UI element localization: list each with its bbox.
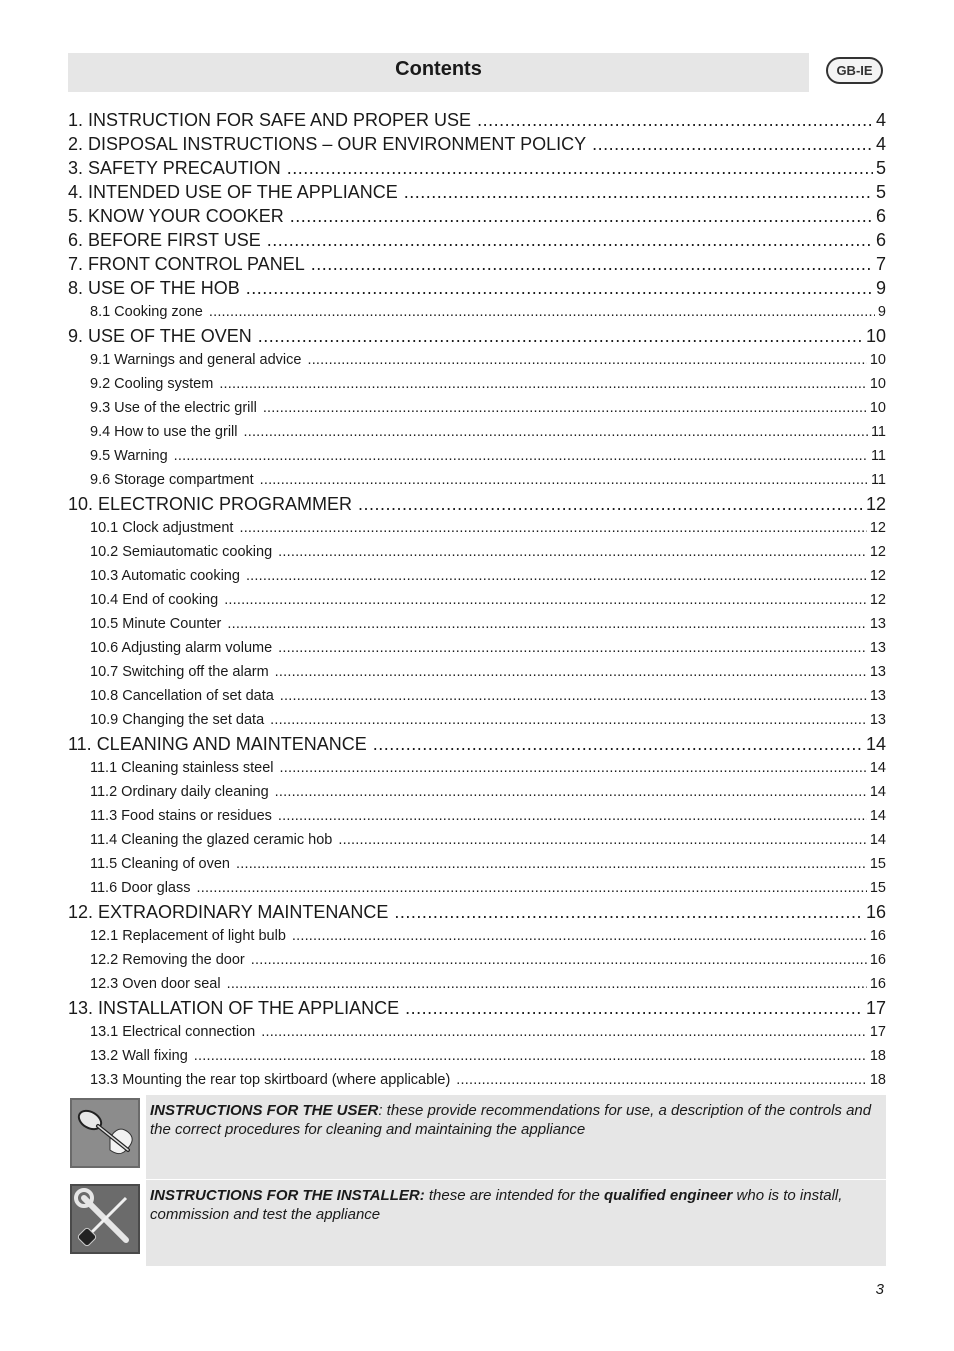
- toc-leader-dots: [267, 228, 873, 252]
- toc-leader-dots: [311, 252, 873, 276]
- toc-leader-dots: [246, 276, 873, 300]
- toc-subsection-row: [68, 876, 886, 900]
- toc-entry-label: 4. INTENDED USE OF THE APPLIANCE: [68, 182, 398, 202]
- toc-subsection-row: [68, 756, 886, 780]
- toc-entry-page: 13: [869, 688, 886, 704]
- toc-subsection-row: [68, 780, 886, 804]
- toc-section-row: [68, 180, 886, 204]
- toc-entry-page: 10: [865, 326, 886, 346]
- toc-leader-dots: [307, 348, 866, 372]
- toc-section-row: [68, 732, 886, 756]
- toc-subsection-row: [68, 540, 886, 564]
- toc-entry-label: 10.9 Changing the set data: [90, 712, 265, 728]
- toc-leader-dots: [338, 828, 867, 852]
- toc-leader-dots: [260, 468, 868, 492]
- toc-leader-dots: [263, 396, 867, 420]
- toc-leader-dots: [196, 876, 866, 900]
- toc-entry-label: 7. FRONT CONTROL PANEL: [68, 254, 305, 274]
- user-instructions-text: [146, 1095, 886, 1139]
- toc-leader-dots: [404, 180, 873, 204]
- toc-entry-page: 17: [869, 1024, 886, 1040]
- toc-subsection-row: [68, 372, 886, 396]
- toc-entry-label: 9.1 Warnings and general advice: [90, 352, 302, 368]
- toc-entry-page: 10: [869, 352, 886, 368]
- toc-entry-label: 10.8 Cancellation of set data: [90, 688, 274, 704]
- toc-leader-dots: [236, 852, 867, 876]
- toc-entry-page: 5: [875, 182, 886, 202]
- toc-entry-page: 17: [865, 998, 886, 1018]
- toc-subsection-row: [68, 804, 886, 828]
- toc-subsection-row: [68, 972, 886, 996]
- toc-entry-label: 10.7 Switching off the alarm: [90, 664, 269, 680]
- toc-subsection-row: [68, 1020, 886, 1044]
- toc-entry-label: 3. SAFETY PRECAUTION: [68, 158, 281, 178]
- installer-instructions-heading: INSTRUCTIONS FOR THE INSTALLER:: [150, 1187, 425, 1204]
- toc-subsection-row: [68, 348, 886, 372]
- toc-entry-label: 10.5 Minute Counter: [90, 616, 222, 632]
- toc-entry-page: 10: [869, 400, 886, 416]
- toc-subsection-row: [68, 852, 886, 876]
- toc-section-row: [68, 156, 886, 180]
- toc-leader-dots: [456, 1068, 867, 1092]
- toc-entry-page: 13: [869, 640, 886, 656]
- toc-leader-dots: [244, 420, 868, 444]
- toc-entry-label: 9.3 Use of the electric grill: [90, 400, 257, 416]
- toc-subsection-row: [68, 564, 886, 588]
- table-of-contents: [68, 108, 886, 1092]
- toc-entry-label: 1. INSTRUCTION FOR SAFE AND PROPER USE: [68, 110, 472, 130]
- toc-section-row: [68, 108, 886, 132]
- toc-entry-label: 13. INSTALLATION OF THE APPLIANCE: [68, 998, 400, 1018]
- toc-entry-page: 9: [875, 278, 886, 298]
- toc-entry-label: 8.1 Cooking zone: [90, 304, 203, 320]
- toc-subsection-row: [68, 612, 886, 636]
- toc-leader-dots: [261, 1020, 867, 1044]
- toc-entry-page: 13: [869, 712, 886, 728]
- toc-entry-page: 5: [875, 158, 886, 178]
- toc-subsection-row: [68, 300, 886, 324]
- toc-entry-page: 11: [870, 448, 886, 464]
- toc-entry-label: 11.1 Cleaning stainless steel: [90, 760, 274, 776]
- toc-entry-page: 14: [865, 734, 886, 754]
- toc-entry-label: 10.4 End of cooking: [90, 592, 219, 608]
- toc-section-row: [68, 996, 886, 1020]
- toc-entry-label: 12.2 Removing the door: [90, 952, 245, 968]
- toc-entry-label: 11.5 Cleaning of oven: [90, 856, 231, 872]
- toc-leader-dots: [275, 660, 867, 684]
- toc-entry-page: 13: [869, 616, 886, 632]
- toc-entry-label: 12.1 Replacement of light bulb: [90, 928, 286, 944]
- installer-text-part2: who is to install, commission and test the appliance: [150, 1187, 843, 1223]
- toc-entry-page: 16: [869, 928, 886, 944]
- toc-entry-label: 9.4 How to use the grill: [90, 424, 238, 440]
- toc-entry-label: 12. EXTRAORDINARY MAINTENANCE: [68, 902, 389, 922]
- toc-entry-label: 2. DISPOSAL INSTRUCTIONS – OUR ENVIRONMENT POLICY: [68, 134, 587, 154]
- toc-entry-label: 13.2 Wall fixing: [90, 1048, 188, 1064]
- toc-subsection-row: [68, 468, 886, 492]
- toc-subsection-row: [68, 420, 886, 444]
- toc-entry-page: 9: [877, 304, 886, 320]
- toc-entry-page: 14: [869, 832, 886, 848]
- toc-entry-page: 10: [869, 376, 886, 392]
- toc-leader-dots: [280, 684, 867, 708]
- toc-leader-dots: [275, 780, 867, 804]
- toc-entry-page: 15: [869, 880, 886, 896]
- toc-section-row: [68, 324, 886, 348]
- user-instructions-body: : these provide recommendations for use, a description of the controls and the correct procedures for cleaning and maintaining the appliance: [150, 1102, 872, 1138]
- toc-entry-page: 4: [875, 134, 886, 154]
- toc-entry-page: 4: [875, 110, 886, 130]
- toc-leader-dots: [373, 732, 863, 756]
- toc-section-row: [68, 492, 886, 516]
- toc-subsection-row: [68, 444, 886, 468]
- toc-entry-label: 10.6 Adjusting alarm volume: [90, 640, 273, 656]
- toc-subsection-row: [68, 1044, 886, 1068]
- toc-leader-dots: [278, 636, 867, 660]
- toc-subsection-row: [68, 396, 886, 420]
- toc-section-row: [68, 900, 886, 924]
- toc-leader-dots: [290, 204, 873, 228]
- toc-entry-label: 6. BEFORE FIRST USE: [68, 230, 261, 250]
- toc-subsection-row: [68, 828, 886, 852]
- toc-leader-dots: [227, 612, 866, 636]
- toc-leader-dots: [270, 708, 867, 732]
- toc-leader-dots: [592, 132, 873, 156]
- toc-entry-label: 9.5 Warning: [90, 448, 168, 464]
- toc-entry-page: 12: [865, 494, 886, 514]
- toc-subsection-row: [68, 708, 886, 732]
- toc-leader-dots: [194, 1044, 867, 1068]
- wrench-screwdriver-icon: [70, 1184, 140, 1254]
- toc-entry-page: 11: [870, 472, 886, 488]
- toc-section-row: [68, 252, 886, 276]
- region-badge: GB-IE: [826, 57, 883, 84]
- toc-entry-page: 12: [869, 592, 886, 608]
- toc-entry-label: 10.2 Semiautomatic cooking: [90, 544, 273, 560]
- installer-instructions-box: [146, 1180, 886, 1266]
- toc-subsection-row: [68, 636, 886, 660]
- toc-entry-page: 12: [869, 568, 886, 584]
- toc-subsection-row: [68, 588, 886, 612]
- toc-entry-page: 12: [869, 544, 886, 560]
- toc-entry-label: 11.2 Ordinary daily cleaning: [90, 784, 269, 800]
- toc-section-row: [68, 228, 886, 252]
- toc-entry-label: 10.3 Automatic cooking: [90, 568, 240, 584]
- toc-leader-dots: [227, 972, 867, 996]
- toc-entry-page: 14: [869, 760, 886, 776]
- toc-entry-label: 12.3 Oven door seal: [90, 976, 221, 992]
- toc-entry-page: 13: [869, 664, 886, 680]
- toc-leader-dots: [251, 948, 867, 972]
- toc-entry-label: 13.3 Mounting the rear top skirtboard (where applicable): [90, 1072, 451, 1088]
- toc-entry-page: 18: [869, 1048, 886, 1064]
- contents-header: [68, 53, 809, 92]
- toc-section-row: [68, 204, 886, 228]
- toc-leader-dots: [287, 156, 873, 180]
- toc-entry-page: 16: [869, 976, 886, 992]
- toc-subsection-row: [68, 660, 886, 684]
- toc-entry-label: 10. ELECTRONIC PROGRAMMER: [68, 494, 353, 514]
- toc-entry-label: 13.1 Electrical connection: [90, 1024, 256, 1040]
- installer-text-emphasis: qualified engineer: [604, 1187, 733, 1204]
- toc-entry-label: 11.3 Food stains or residues: [90, 808, 272, 824]
- toc-leader-dots: [258, 324, 863, 348]
- toc-entry-page: 11: [870, 424, 886, 440]
- installer-text-part1: these are intended for the: [424, 1187, 605, 1204]
- toc-subsection-row: [68, 516, 886, 540]
- toc-entry-label: 9.6 Storage compartment: [90, 472, 254, 488]
- toc-entry-label: 8. USE OF THE HOB: [68, 278, 240, 298]
- toc-entry-label: 11.6 Door glass: [90, 880, 191, 896]
- toc-entry-page: 14: [869, 784, 886, 800]
- toc-leader-dots: [246, 564, 867, 588]
- toc-entry-page: 6: [875, 206, 886, 226]
- toc-entry-page: 6: [875, 230, 886, 250]
- toc-entry-page: 15: [869, 856, 886, 872]
- toc-entry-label: 10.1 Clock adjustment: [90, 520, 234, 536]
- toc-leader-dots: [174, 444, 868, 468]
- user-instructions-heading: INSTRUCTIONS FOR THE USER: [150, 1102, 379, 1119]
- toc-entry-page: 7: [875, 254, 886, 274]
- toc-entry-label: 9.2 Cooling system: [90, 376, 214, 392]
- toc-leader-dots: [239, 516, 866, 540]
- toc-section-row: [68, 276, 886, 300]
- user-instructions-box: [146, 1095, 886, 1179]
- installer-instructions-text: [146, 1180, 886, 1224]
- toc-leader-dots: [292, 924, 867, 948]
- toc-leader-dots: [394, 900, 863, 924]
- page-title: Contents: [395, 58, 482, 80]
- page-number: 3: [875, 1281, 884, 1298]
- toc-entry-page: 14: [869, 808, 886, 824]
- toc-entry-label: 11. CLEANING AND MAINTENANCE: [68, 734, 367, 754]
- toc-subsection-row: [68, 1068, 886, 1092]
- toc-subsection-row: [68, 948, 886, 972]
- toc-entry-label: 5. KNOW YOUR COOKER: [68, 206, 284, 226]
- toc-leader-dots: [405, 996, 863, 1020]
- toc-subsection-row: [68, 684, 886, 708]
- toc-leader-dots: [278, 804, 867, 828]
- toc-subsection-row: [68, 924, 886, 948]
- toc-leader-dots: [358, 492, 863, 516]
- toc-leader-dots: [219, 372, 867, 396]
- toc-entry-page: 16: [865, 902, 886, 922]
- toc-entry-page: 16: [869, 952, 886, 968]
- toc-entry-label: 9. USE OF THE OVEN: [68, 326, 252, 346]
- spoon-chef-hat-icon: [70, 1098, 140, 1168]
- toc-entry-page: 18: [869, 1072, 886, 1088]
- toc-entry-page: 12: [869, 520, 886, 536]
- toc-leader-dots: [477, 108, 873, 132]
- toc-leader-dots: [209, 300, 875, 324]
- toc-section-row: [68, 132, 886, 156]
- toc-leader-dots: [280, 756, 867, 780]
- toc-leader-dots: [278, 540, 867, 564]
- toc-leader-dots: [224, 588, 867, 612]
- toc-entry-label: 11.4 Cleaning the glazed ceramic hob: [90, 832, 333, 848]
